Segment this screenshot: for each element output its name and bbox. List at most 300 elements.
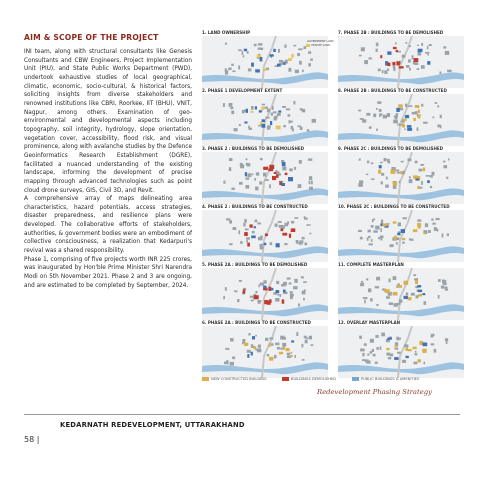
building-footprint [254,178,256,181]
legend-item [202,377,267,381]
highlighted-building [427,180,430,183]
building-footprint [382,70,384,73]
building-footprint [245,178,249,180]
highlighted-building [279,352,283,355]
building-footprint [230,362,234,366]
building-footprint [370,298,373,301]
building-footprint [244,219,247,223]
highlighted-building [265,234,268,237]
body-text [24,48,192,290]
building-footprint [381,181,383,184]
building-footprint [445,51,449,55]
building-footprint [448,158,450,160]
building-footprint [360,118,364,120]
highlighted-building [276,290,280,293]
building-footprint [247,350,251,353]
building-footprint [437,105,439,107]
highlighted-building [418,110,420,113]
building-footprint [367,354,369,356]
highlighted-building [423,343,428,347]
building-footprint [275,65,278,67]
highlighted-building [393,47,397,49]
map-image [338,268,464,320]
highlighted-building [250,224,253,227]
building-footprint [368,288,371,292]
building-footprint [274,117,277,121]
building-footprint [359,180,363,183]
building-footprint [359,336,362,339]
highlighted-building [269,357,273,361]
highlighted-building [415,280,418,284]
figure-caption: Redevelopment Phasing Strategy [317,388,432,396]
building-footprint [387,159,390,162]
building-footprint [359,55,362,57]
highlighted-building [289,234,291,238]
building-footprint [287,353,290,356]
building-footprint [364,343,367,346]
building-footprint [415,351,417,353]
building-footprint [294,279,298,283]
building-footprint [260,246,264,250]
legend-item [282,377,336,381]
building-footprint [406,293,408,296]
highlighted-building [394,236,397,240]
building-footprint [309,233,311,235]
building-footprint [229,103,233,107]
building-footprint [364,60,368,64]
highlighted-building [251,236,256,239]
building-footprint [238,230,240,234]
building-footprint [376,129,378,131]
map-panel [202,320,328,378]
building-footprint [440,127,442,129]
building-footprint [229,167,231,171]
building-footprint [225,287,227,291]
highlighted-building [282,233,287,236]
building-footprint [246,158,248,160]
building-footprint [272,106,274,110]
map-panel [202,146,328,204]
building-footprint [242,339,245,341]
body-paragraph-1: INI team, along with structural consultants like Genesis Consultants and CBW Engineers, Project Implementation Unit (PIU), and State Public Works Department (PWD), undertook exhaustive studies of local geographical, climatic, economic, socio-cultural, & historical factors, soliciting insights from diverse stakeholders and renowned institutions like CBRI, Roorkee, IIT (BHU), VNIT, Nagpur, among others. Examination of geo-environmental and developmental aspects including topography, soil integrity, hydrology, slope orientation, vegetation cover, accessibility, flood risk, and visual prominence, along with avalanche studies by the Defence Geoinformatics Research Establishment (DGRE), facilitated a nuanced understanding of the existing landscape, informing the development of precise mapping through advanced technologies such as point cloud drone surveys, GIS, Civil 3D, and Revit. [24,49,192,194]
building-footprint [408,59,411,62]
building-footprint [294,355,296,358]
map-panel-title: 10. PHASE 2C : BUILDINGS TO BE CONSTRUCTED [338,204,450,209]
building-footprint [243,223,245,227]
building-footprint [282,167,286,171]
building-footprint [373,114,376,118]
highlighted-building [400,171,402,174]
building-footprint [416,295,419,298]
building-footprint [257,223,261,225]
highlighted-building [272,176,276,180]
highlighted-building [270,54,274,56]
building-footprint [277,347,280,350]
highlighted-building [245,172,247,176]
building-footprint [430,175,433,177]
building-footprint [409,68,411,71]
building-footprint [230,338,234,341]
highlighted-building [281,229,284,232]
highlighted-building [413,347,417,350]
building-footprint [371,225,374,228]
building-footprint [302,237,305,240]
building-footprint [368,230,371,233]
building-footprint [386,296,390,298]
footer-title: KEDARNATH REDEVELOPMENT, UTTARAKHAND [60,421,245,429]
highlighted-building [404,296,408,299]
building-footprint [305,337,308,339]
building-footprint [262,104,265,106]
building-footprint [225,43,227,45]
building-footprint [267,125,271,127]
building-footprint [385,185,389,188]
building-footprint [367,361,371,364]
building-footprint [256,173,259,175]
highlighted-building [394,346,398,348]
footer-divider [24,414,460,415]
map-image [202,152,328,204]
building-footprint [395,116,398,119]
building-footprint [301,344,303,348]
map-panel [202,88,328,146]
building-footprint [231,188,234,190]
building-footprint [397,124,401,126]
building-footprint [381,333,385,337]
highlighted-building [282,162,286,166]
building-footprint [415,286,417,288]
map-image [338,94,464,146]
building-footprint [229,243,232,245]
building-footprint [300,108,303,110]
building-footprint [381,220,383,224]
highlighted-building [285,173,288,175]
highlighted-building [405,115,409,118]
building-footprint [298,184,302,188]
highlighted-building [418,225,421,229]
building-footprint [430,186,432,188]
building-footprint [417,219,421,221]
government-land-label: GOVERNMENT LAND [307,40,334,43]
building-footprint [426,175,430,177]
building-footprint [425,223,428,227]
building-footprint [255,335,257,337]
building-footprint [428,230,431,233]
building-footprint [371,162,374,164]
building-footprint [232,71,235,73]
building-footprint [394,303,398,307]
building-footprint [305,243,308,246]
building-footprint [248,333,250,335]
building-footprint [447,233,449,236]
building-footprint [405,104,407,108]
building-footprint [413,62,416,64]
building-footprint [225,348,229,350]
building-footprint [404,344,408,347]
building-footprint [395,342,398,345]
building-footprint [265,107,269,109]
building-footprint [440,115,442,118]
building-footprint [440,72,442,75]
body-paragraph-2: A comprehensive array of maps delineating area characteristics, hazard potentials, access strategies, disaster preparedness, and resilience plans were developed. The collaborative efforts of stakeholders, authorities, & government bodies were an embodiment of collective consciousness, a realization that Kedarpuri's revival was a shared responsibility. [24,196,192,255]
building-footprint [431,343,435,345]
building-footprint [389,279,391,283]
legend-label: PUBLIC BUILDINGS & AMENITIES [361,377,420,381]
building-footprint [234,290,237,292]
building-footprint [271,343,274,346]
building-footprint [248,68,252,71]
building-footprint [414,362,418,365]
building-footprint [393,66,395,69]
building-footprint [240,241,242,244]
building-footprint [367,161,369,164]
highlighted-building [269,165,274,169]
building-footprint [252,231,255,234]
building-footprint [255,291,257,294]
highlighted-building [418,294,422,297]
building-footprint [365,297,367,299]
building-footprint [252,174,254,176]
building-footprint [263,173,266,177]
highlighted-building [413,118,416,121]
building-footprint [429,44,432,46]
highlighted-building [276,243,280,247]
highlighted-building [246,109,248,113]
building-footprint [445,338,448,341]
highlighted-building [273,49,276,52]
building-footprint [409,45,411,47]
building-footprint [223,296,225,299]
highlighted-building [401,229,405,233]
map-panel-title: 3. PHASE 2 : BUILDINGS TO BE DEMOLISHED [202,146,305,151]
building-footprint [376,347,379,350]
highlighted-building [407,125,412,128]
building-footprint [290,295,293,299]
building-footprint [417,127,419,130]
building-footprint [443,46,446,48]
map-panel-title: 8. PHASE 2B : BUILDINGS TO BE CONSTRUCTED [338,88,447,93]
building-footprint [275,343,279,346]
building-footprint [270,242,273,245]
building-footprint [409,238,411,240]
legend-item [352,377,419,381]
building-footprint [245,229,249,231]
building-footprint [302,70,304,73]
building-footprint [402,242,405,244]
building-footprint [294,167,296,170]
legend-label: BUILDINGS DEMOLISHED [291,377,336,381]
building-footprint [293,101,295,105]
building-footprint [247,173,251,177]
highlighted-building [283,346,285,349]
highlighted-building [393,221,396,223]
highlighted-building [251,352,253,356]
map-panel-title: 7. PHASE 2B : BUILDINGS TO BE DEMOLISHED [338,30,444,35]
building-footprint [403,217,407,219]
highlighted-building [393,181,397,185]
building-footprint [255,220,258,223]
building-footprint [362,119,366,122]
building-footprint [408,159,412,162]
map-image [338,36,464,88]
building-footprint [409,179,413,183]
building-footprint [442,234,444,238]
legend-swatch-demolished [282,377,289,381]
building-footprint [431,219,433,221]
building-footprint [296,240,299,242]
building-footprint [418,52,422,56]
highlighted-building [286,348,290,351]
highlighted-building [413,175,417,178]
highlighted-building [253,346,256,349]
highlighted-building [271,288,273,291]
highlighted-building [415,179,419,181]
building-footprint [380,346,382,350]
map-image [338,210,464,262]
building-footprint [358,183,363,187]
page-number: 58 | [24,435,40,444]
building-footprint [251,344,254,348]
highlighted-building [387,338,392,340]
building-footprint [246,240,248,242]
map-image [202,210,328,262]
building-footprint [415,161,418,164]
highlighted-building [386,348,389,350]
building-footprint [229,220,232,223]
building-footprint [360,237,363,240]
building-footprint [438,279,441,282]
highlighted-building [418,114,421,118]
building-footprint [278,49,280,53]
highlighted-building [379,165,382,168]
highlighted-building [262,119,265,122]
building-footprint [297,53,300,56]
highlighted-building [397,233,400,236]
building-footprint [301,276,304,278]
building-footprint [395,42,397,44]
building-footprint [393,69,395,71]
highlighted-building [391,170,396,174]
building-footprint [259,181,262,184]
building-footprint [399,299,403,302]
building-footprint [309,176,312,180]
building-footprint [386,353,390,356]
building-footprint [375,286,379,288]
building-footprint [242,164,244,167]
highlighted-building [261,124,265,128]
highlighted-building [418,290,422,293]
building-footprint [309,187,313,190]
building-footprint [298,304,300,307]
highlighted-building [269,287,272,291]
building-footprint [288,68,291,72]
building-footprint [246,185,250,189]
building-footprint [265,338,268,341]
building-footprint [362,359,365,361]
building-footprint [444,287,447,289]
building-footprint [421,65,425,69]
building-footprint [375,362,378,364]
highlighted-building [291,340,294,342]
highlighted-building [270,121,272,125]
highlighted-building [284,62,286,65]
map-image [338,326,464,378]
building-footprint [401,161,404,163]
highlighted-building [398,285,403,288]
building-footprint [433,116,435,118]
building-footprint [397,338,400,340]
building-footprint [367,237,369,241]
building-footprint [308,158,312,160]
building-footprint [248,126,250,129]
building-footprint [223,103,225,107]
building-footprint [412,112,416,115]
building-footprint [238,49,242,51]
map-legend [202,377,464,385]
building-footprint [269,337,273,339]
building-footprint [300,240,304,243]
building-footprint [445,289,448,291]
building-footprint [289,282,292,284]
building-footprint [298,48,302,50]
building-footprint [389,302,393,305]
map-panel-title: 2. PHASE 1 DEVELOPMENT EXTENT [202,88,283,93]
building-footprint [421,104,423,107]
building-footprint [279,294,281,297]
highlighted-building [394,357,398,360]
building-footprint [432,223,436,225]
private-land-label: PRIVATE LAND [311,44,330,47]
map-panel-title: 1. LAND OWNERSHIP [202,30,251,35]
building-footprint [273,111,277,113]
building-footprint [361,281,363,283]
highlighted-building [396,50,398,52]
highlighted-building [397,61,400,65]
building-footprint [255,187,258,191]
building-footprint [436,229,438,232]
building-footprint [393,185,397,189]
building-footprint [435,102,438,104]
highlighted-building [283,290,286,293]
building-footprint [380,162,383,164]
building-footprint [260,158,263,160]
building-footprint [283,337,286,340]
building-footprint [284,243,287,245]
building-footprint [231,64,233,66]
building-footprint [233,227,237,230]
highlighted-building [244,343,248,346]
building-footprint [265,179,269,181]
building-footprint [375,226,379,230]
highlighted-building [387,63,390,67]
building-footprint [376,43,379,47]
building-footprint [225,71,228,75]
highlighted-building [413,229,418,232]
highlighted-building [422,293,425,295]
building-footprint [242,342,244,344]
building-footprint [265,117,269,119]
highlighted-building [244,49,247,52]
building-footprint [294,217,298,219]
building-footprint [417,45,419,47]
building-footprint [366,278,368,280]
building-footprint [229,158,233,161]
building-footprint [284,45,286,48]
building-footprint [406,42,408,44]
highlighted-building [424,232,426,234]
building-footprint [437,125,439,128]
building-footprint [380,113,382,115]
